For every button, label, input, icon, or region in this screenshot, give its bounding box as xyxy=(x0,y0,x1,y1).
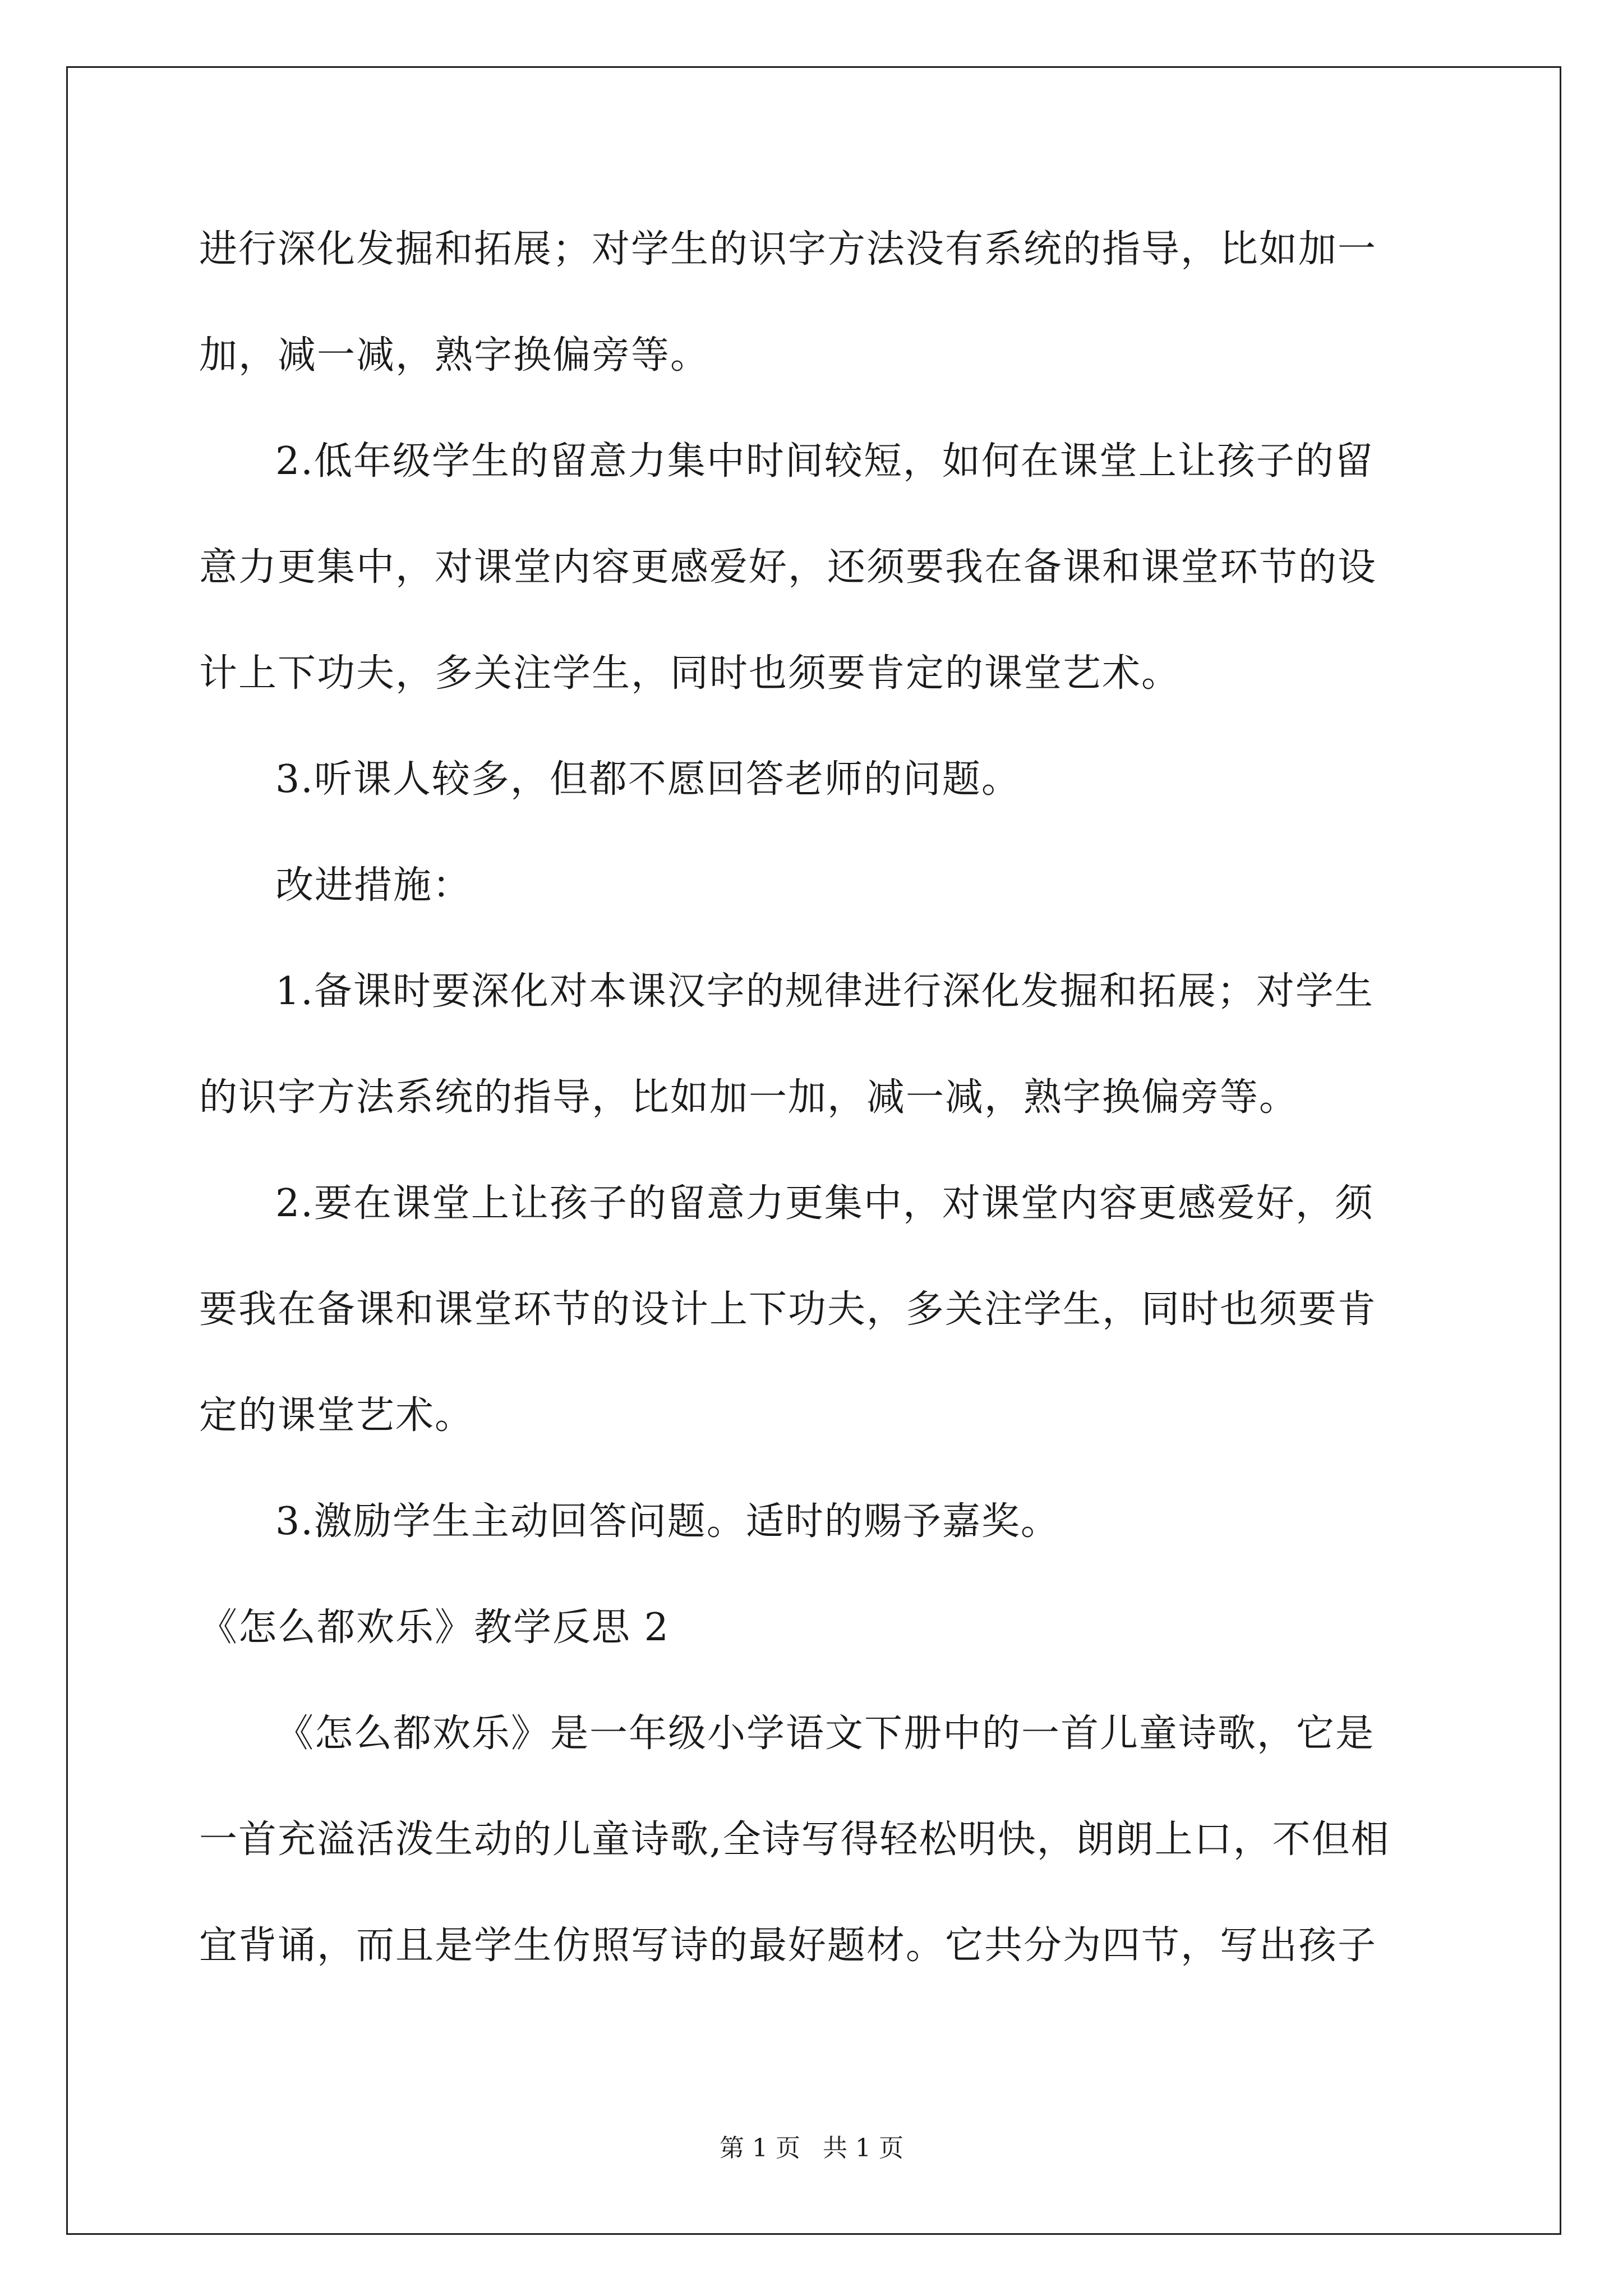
text-line: 的识字方法系统的指导，比如加一加，减一减，熟字换偏旁等。 xyxy=(199,1075,1299,1120)
text-line: 要我在备课和课堂环节的设计上下功夫，多关注学生，同时也须要肯 xyxy=(199,1287,1377,1332)
page-total: 共 1 页 xyxy=(823,2134,903,2162)
document-body xyxy=(199,196,1427,1999)
page-footer xyxy=(0,2132,1623,2165)
section-heading: 改进措施： xyxy=(275,863,472,908)
text-line: 计上下功夫，多关注学生，同时也须要肯定的课堂艺术。 xyxy=(199,651,1181,696)
text-line: 宜背诵，而且是学生仿照写诗的最好题材。它共分为四节，写出孩子 xyxy=(199,1924,1377,1968)
text-line: 意力更集中，对课堂内容更感爱好，还须要我在备课和课堂环节的设 xyxy=(199,545,1377,590)
text-line: 2.要在课堂上让孩子的留意力更集中，对课堂内容更感爱好，须 xyxy=(275,1181,1374,1226)
text-line: 加，减一减，熟字换偏旁等。 xyxy=(199,333,710,378)
page-number: 第 1 页 xyxy=(720,2134,800,2162)
text-line: 2.低年级学生的留意力集中时间较短，如何在课堂上让孩子的留 xyxy=(275,439,1374,484)
text-line: 《怎么都欢乐》是一年级小学语文下册中的一首儿童诗歌，它是 xyxy=(275,1711,1375,1756)
text-line: 定的课堂艺术。 xyxy=(199,1393,474,1438)
text-line: 进行深化发掘和拓展；对学生的识字方法没有系统的指导，比如加一 xyxy=(199,227,1377,272)
text-line: 3.激励学生主动回答问题。适时的赐予嘉奖。 xyxy=(275,1499,1060,1544)
text-line: 3.听课人较多，但都不愿回答老师的问题。 xyxy=(275,757,1021,802)
article-title: 《怎么都欢乐》教学反思 2 xyxy=(199,1605,670,1650)
text-line: 一首充溢活泼生动的儿童诗歌,全诗写得轻松明快，朗朗上口，不但相 xyxy=(199,1818,1390,1862)
text-line: 1.备课时要深化对本课汉字的规律进行深化发掘和拓展；对学生 xyxy=(275,969,1374,1014)
